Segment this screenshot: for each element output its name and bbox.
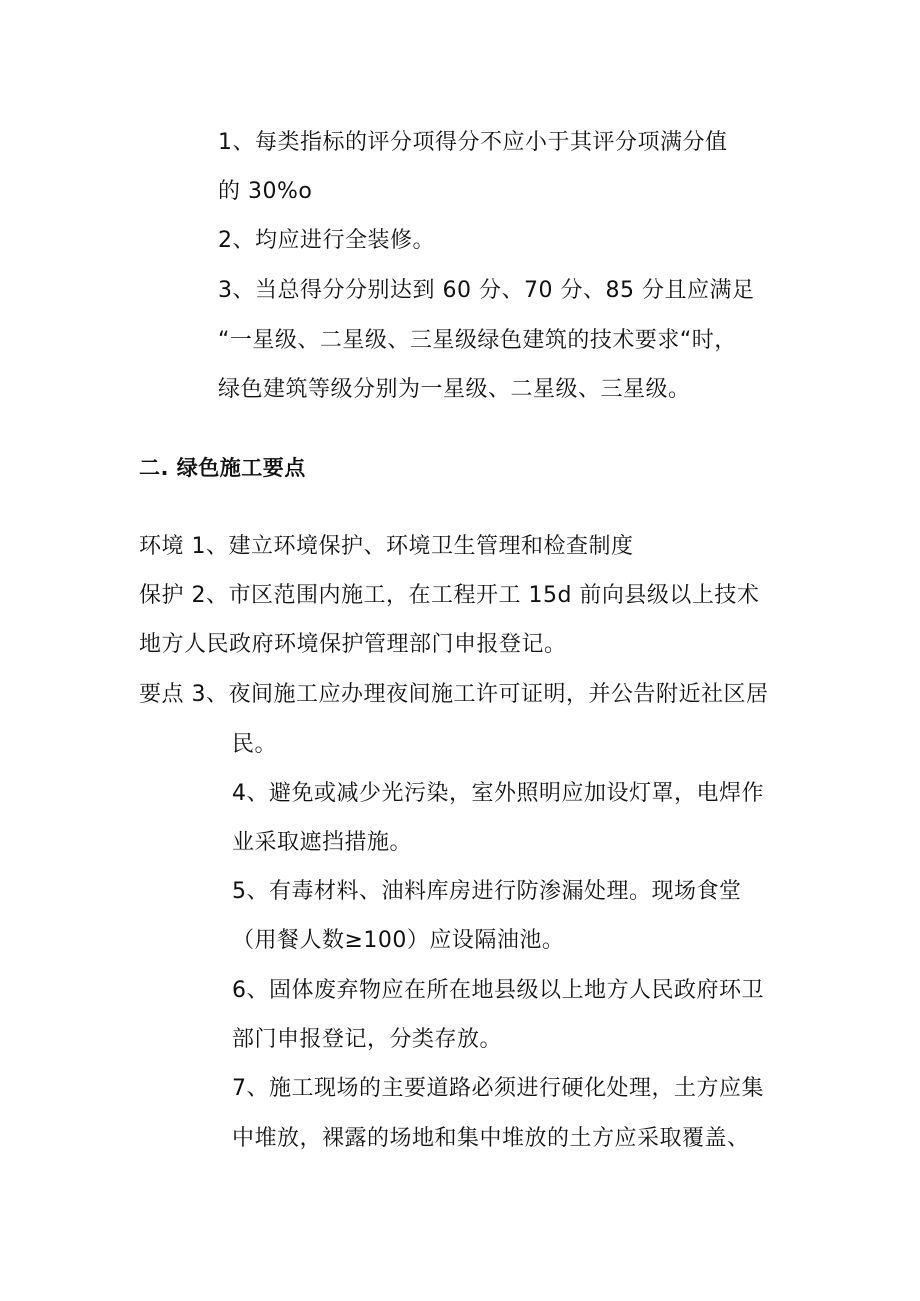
criteria-item-3-cont-1: “一星级、二星级、三星级绿色建筑的技术要求“时， — [218, 328, 737, 353]
criteria-item-1-cont: 的 30%o — [218, 179, 313, 204]
env-item-4: 4、避免或减少光污染，室外照明应加设灯罩，电焊作 — [232, 781, 764, 806]
section-heading: 二. 绿色施工要点 — [139, 456, 306, 480]
criteria-item-3: 3、当总得分分别达到 60 分、70 分、85 分且应满足 — [218, 278, 755, 303]
env-item-6: 6、固体废弃物应在所在地县级以上地方人民政府环卫 — [232, 978, 764, 1003]
criteria-item-1: 1、每类指标的评分项得分不应小于其评分项满分值 — [218, 130, 728, 155]
criteria-item-2: 2、均应进行全装修。 — [218, 228, 435, 253]
env-item-7-cont: 中堆放，裸露的场地和集中堆放的土方应采取覆盖、 — [232, 1126, 750, 1151]
env-item-6-cont: 部门申报登记，分类存放。 — [232, 1027, 503, 1052]
env-item-1: 环境 1、建立环境保护、环境卫生管理和检查制度 — [139, 534, 634, 559]
criteria-item-3-cont-2: 绿色建筑等级分别为一星级、二星级、三星级。 — [218, 377, 691, 402]
env-item-3-cont: 民。 — [232, 732, 278, 757]
env-item-2: 保护 2、市区范围内施工，在工程开工 15d 前向县级以上技术 — [139, 583, 760, 608]
env-item-3: 要点 3、夜间施工应办理夜间施工许可证明，并公告附近社区居 — [139, 682, 769, 707]
env-item-5-cont: （用餐人数≥100）应设隔油池。 — [232, 928, 565, 953]
env-item-2-cont: 地方人民政府环境保护管理部门申报登记。 — [139, 632, 567, 657]
env-item-5: 5、有毒材料、油料库房进行防渗漏处理。现场食堂 — [232, 879, 742, 904]
env-item-4-cont: 业采取遮挡措施。 — [232, 830, 413, 855]
env-item-7: 7、施工现场的主要道路必须进行硬化处理，土方应集 — [232, 1076, 764, 1101]
